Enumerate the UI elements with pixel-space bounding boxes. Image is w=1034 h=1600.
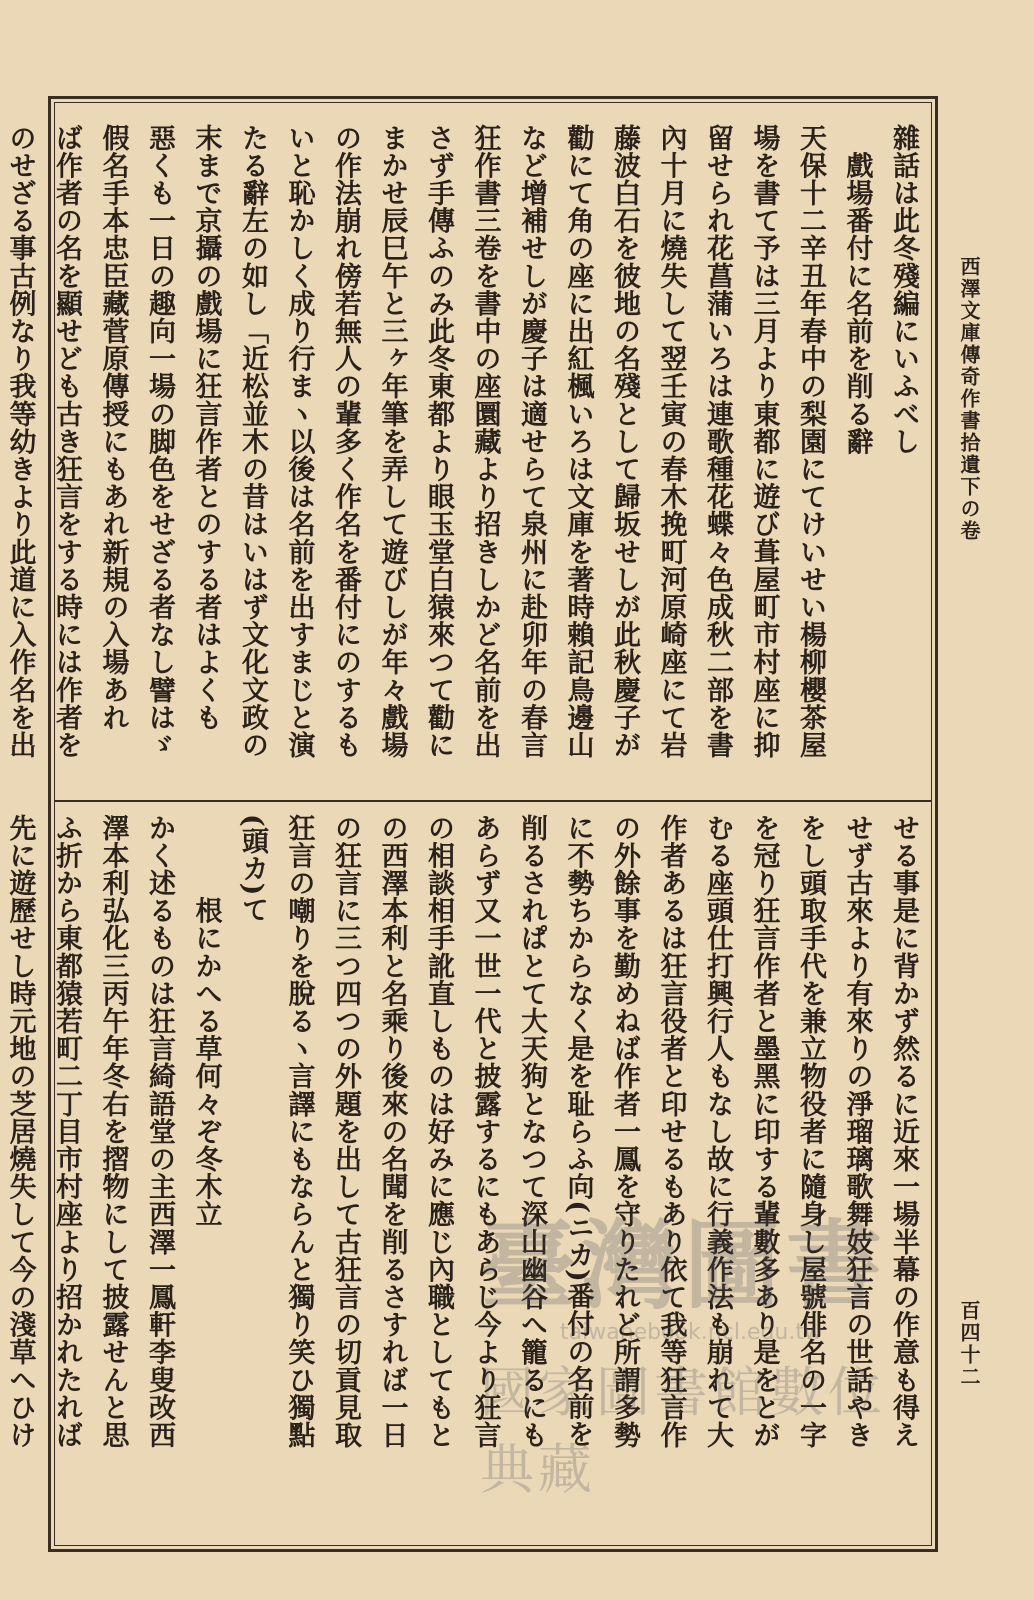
text-column: 削るされぱとて大天狗となつて深山幽谷へ籠るにも — [516, 814, 547, 1449]
text-column: 雜話は此冬殘編にいふべし — [888, 124, 919, 456]
text-column: 藤波白石を彼地の名殘として歸坂せしが此秋慶子が — [609, 124, 640, 759]
text-column: の狂言に三つ四つの外題を出して古狂言の切貢見取 — [330, 814, 361, 1449]
library-watermark — [470, 1190, 940, 1501]
page-number: 百四十二 — [957, 1300, 981, 1388]
section-heading: 戲場番付に名前を削る辭 — [841, 124, 873, 456]
text-column: あらず又一世一代と披露するにもあらじ今より狂言 — [469, 814, 501, 1449]
text-column: ば作者の名を顯せども古き狂言をする時には作者を — [51, 124, 82, 759]
text-column: 內十月に燒失して翌壬寅の春木挽町河原崎座にて岩 — [655, 124, 687, 759]
text-column: 先に遊歷せし時元地の芝居燒失して今の淺草へひけ — [4, 814, 36, 1449]
watermark-name: 國家圖書館數位典藏 — [480, 1361, 886, 1501]
text-column: 惡くも一日の趣向一場の脚色をせざる者なし譬はゞ — [144, 124, 175, 759]
haiku-line: 根にかへる草何々ぞ冬木立 — [190, 814, 222, 1228]
text-column: せる事是に背かず然るに近來一場半幕の作意も得え — [888, 814, 919, 1449]
text-column: の外餘事を勤めねば作者一鳳を守りたれど所謂多勢 — [609, 814, 640, 1449]
text-column: に不勢ちからなく是を耻らふ向(ニカ)番付の名前を — [562, 814, 594, 1448]
text-column: まかせ辰巳午と三ヶ年筆を弄して遊びしが年々戲場 — [376, 124, 408, 759]
text-column: 勸にて角の座に出紅楓いろは文庫を著時賴記鳥邊山 — [562, 124, 594, 759]
watermark-url: taiwanebook.ncl.edu.tw — [560, 1320, 822, 1345]
text-column: のせざる事古例なり我等幼きより此道に入作名を出 — [4, 124, 36, 759]
text-column: さず手傳ふのみ此冬東都より眼玉堂白猿來つて勸に — [423, 124, 454, 759]
text-column: の西澤本利と名乘り後來の名聞を削るさすれば一日 — [376, 814, 408, 1449]
text-column: (頭カ)て — [237, 814, 268, 924]
running-head: 西澤文庫傳奇作書拾遺下の卷 — [957, 256, 981, 542]
text-column: 狂作書三卷を書中の座圜藏より招きしかど名前を出 — [469, 124, 501, 759]
text-column: 天保十二辛丑年春中の梨園にてけいせい楊柳櫻茶屋 — [795, 124, 826, 759]
text-column: の作法崩れ傍若無人の輩多く作名を番付にのするも — [330, 124, 361, 759]
text-column: 留せられ花菖蒲いろは連歌種花蝶々色成秋二部を書 — [702, 124, 733, 759]
text-column: たる辭左の如し「近松並木の昔はいはず文化文政の — [237, 124, 268, 759]
text-column: を冠り狂言作者と墨黑に印する輩數多あり是をとが — [748, 814, 780, 1449]
text-column: 作者あるは狂言役者と印せるもあり依て我等狂言作 — [655, 814, 687, 1449]
text-column: の相談相手訛直しものは好みに應じ內職としてもと — [423, 814, 454, 1449]
text-column: かく述るものは狂言綺語堂の主西澤一鳳軒李叟改西 — [144, 814, 175, 1449]
text-column: 狂言の嘲りを脫るヽ言譯にもならんと獨り笑ひ獨點 — [283, 814, 315, 1449]
text-column: など增補せしが慶子は適せらて泉州に赴卯年の春言 — [516, 124, 547, 759]
text-column: むる座頭仕打興行人もなし故に行義作法も崩れて大 — [702, 814, 733, 1449]
upper-text-block — [4, 124, 926, 788]
text-column: 澤本利弘化三丙午年冬右を摺物にして披露せんと思 — [97, 814, 129, 1449]
text-column: 場を書て予は三月より東都に遊び葺屋町市村座に抑 — [748, 124, 780, 759]
text-column: いと恥かしく成り行まヽ以後は名前を出すまじと演 — [283, 124, 315, 759]
text-column: をし頭取手代を兼立物役者に隨身し屋號俳名の一字 — [795, 814, 826, 1449]
text-column: 假名手本忠臣藏菅原傳授にもあれ新規の入場あれ — [97, 124, 129, 732]
text-column: ふ折から東都猿若町二丁目市村座より招かれたれば — [51, 814, 82, 1449]
section-divider — [54, 800, 932, 802]
watermark-seal: 臺灣圖書 — [480, 1210, 888, 1322]
text-column: 末まで京攝の戲場に狂言作者とのする者はよくも — [190, 124, 222, 732]
text-column: せず古來より有來りの淨瑠璃歌舞妓狂言の世話やき — [841, 814, 873, 1449]
